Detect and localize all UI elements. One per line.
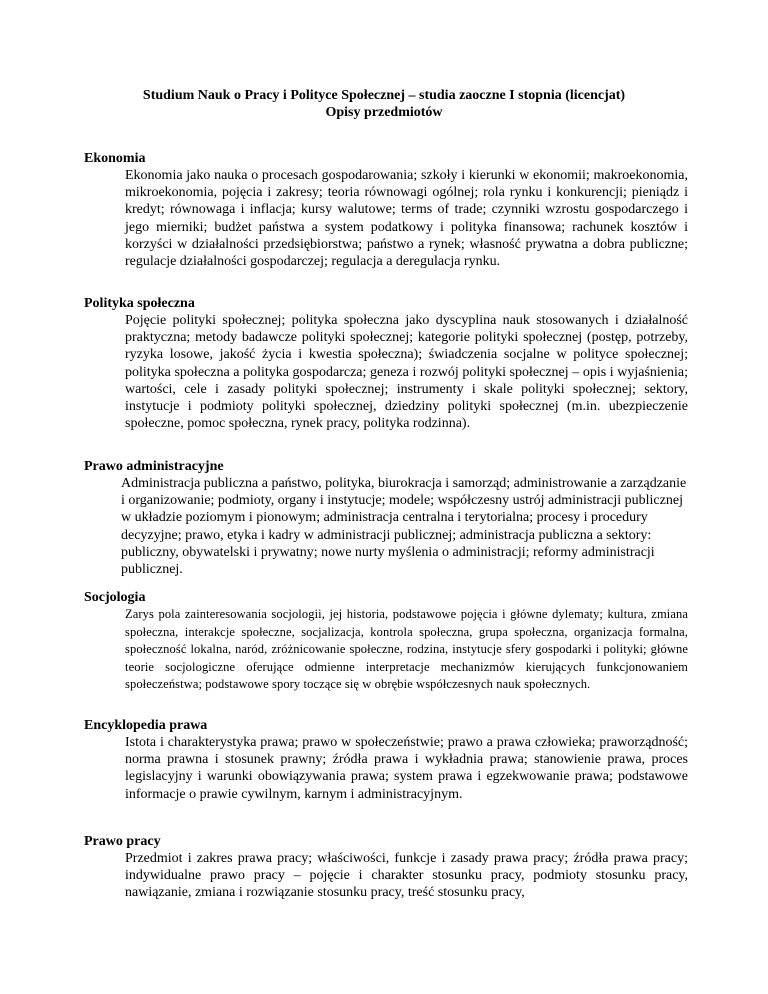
- section-heading: Prawo pracy: [84, 834, 161, 849]
- section-body: Pojęcie polityki społecznej; polityka społeczna jako dyscyplina nauk stosowanych i działalność praktyczna; metody badawcze polityki społecznej; kategorie polityki społecznej (postęp, potrzeby, ryzyka losowe, jakość życia i kwestia społeczna); świadczenia socjalne w polityce społecznej; polityka społeczna a polityka gospodarcza; geneza i rozwój polityki społecznej – opis i wyjaśnienia; wartości, cele i zasady polityki społecznej; instrumenty i skale polityki społecznej; sektory, instytucje i podmioty polityki społecznej, dziedziny polityki społecznej (m.in. ubezpieczenie społeczne, pomoc społeczna, rynek pracy, polityka rodzinna).: [125, 313, 688, 432]
- section-body: Przedmiot i zakres prawa pracy; właściwości, funkcje i zasady prawa pracy; źródła prawa pracy; indywidualne prawo pracy – pojęcie i charakter stosunku pracy, podmioty stosunku pracy, nawiązanie, zmiana i rozwiązanie stosunku pracy, treść stosunku pracy,: [125, 851, 688, 901]
- section-heading: Prawo administracyjne: [84, 459, 224, 474]
- section-prawo-pracy: [84, 833, 688, 902]
- section-body: Ekonomia jako nauka o procesach gospodarowania; szkoły i kierunki w ekonomii; makroekonomia, mikroekonomia, pojęcia i zakresy; teoria równowagi ogólnej; rola rynku i konkurencji; pieniądz i kredyt; równowaga i inflacja; kursy walutowe; terms of trade; czynniki wzrostu gospodarczego i jego mierniki; budżet państwa a system podatkowy i polityka finansowa; rachunek kosztów i korzyści w działalności przedsiębiorstwa; państwo a rynek; własność prywatna a dobra publiczne; regulacje działalności gospodarczej; regulacja a deregulacja rynku.: [125, 168, 688, 270]
- document-title-line-1: Studium Nauk o Pracy i Polityce Społecznej – studia zaoczne I stopnia (licencjat): [142, 88, 626, 103]
- section-ekonomia: [84, 150, 688, 270]
- section-heading: Ekonomia: [84, 151, 146, 166]
- section-body: Zarys pola zainteresowania socjologii, jej historia, podstawowe pojęcia i główne dylematy; kultura, zmiana społeczna, interakcje społeczne, socjalizacja, kontrola społeczna, grupa społeczna, organizacja formalna, społeczność lokalna, naród, zróżnicowanie społeczne, rodzina, instytucje sfery gospodarki i polityki; główne teorie socjologiczne oferujące odmienne interpretacje mechanizmów kierujących funkcjonowaniem społeczeństwa; podstawowe spory toczące się w obrębie współczesnych nauk społecznych.: [125, 607, 688, 692]
- section-encyklopedia-prawa: [84, 717, 688, 803]
- section-heading: Socjologia: [84, 590, 146, 605]
- section-polityka-spoleczna: [84, 295, 688, 432]
- section-socjologia: [84, 589, 688, 694]
- document-title-line-2: Opisy przedmiotów: [325, 105, 443, 120]
- section-heading: Polityka społeczna: [84, 296, 195, 311]
- document-title: [80, 87, 688, 121]
- section-body: Istota i charakterystyka prawa; prawo w społeczeństwie; prawo a prawa człowieka; praworządność; norma prawna i stosunek prawny; źródła prawa i wykładnia prawa; stanowienie prawa, proces legislacyjny i warunki obowiązywania prawa; system prawa i egzekwowanie prawa; podstawowe informacje o prawie cywilnym, karnym i administracyjnym.: [125, 735, 688, 802]
- section-prawo-administracyjne: [84, 458, 688, 578]
- section-heading: Encyklopedia prawa: [84, 718, 208, 733]
- section-body: Administracja publiczna a państwo, polityka, biurokracja i samorząd; administrowanie a zarządzanie i organizowanie; podmioty, organy i instytucje; modele; współczesny ustrój administracji publicznej w układzie poziomym i pionowym; administracja centralna i terytorialna; procesy i procedury decyzyjne; prawo, etyka i kadry w administracji publicznej; administracja publiczna a sektory: publiczny, obywatelski i prywatny; nowe nurty myślenia o administracji; reformy administracji publicznej.: [121, 476, 687, 578]
